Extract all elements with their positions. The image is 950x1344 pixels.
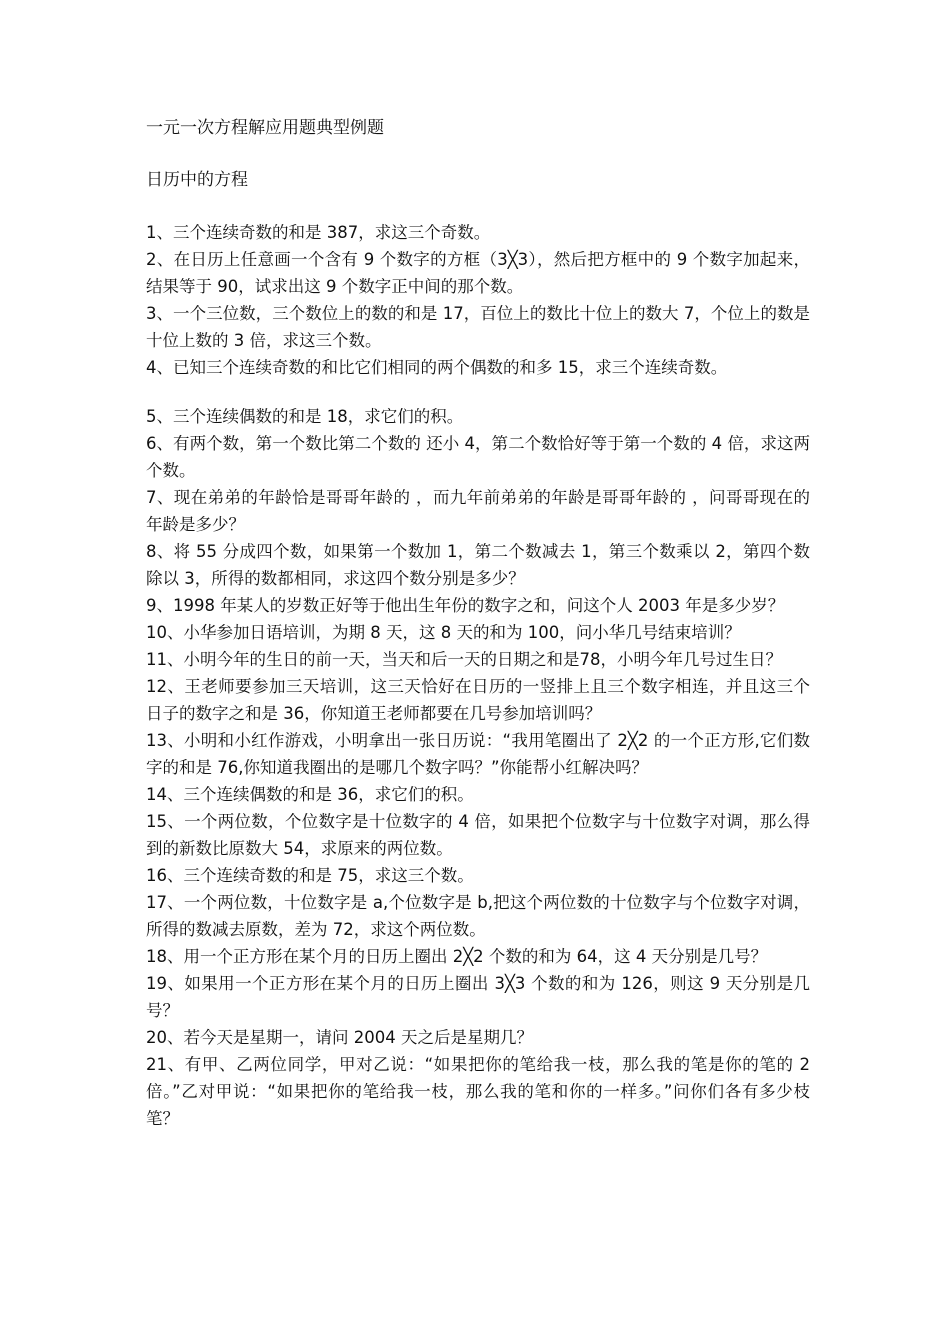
problem-item: 21、有甲、乙两位同学，甲对乙说：“如果把你的笔给我一枝，那么我的笔是你的笔的 2 倍。”乙对甲说：“如果把你的笔给我一枝，那么我的笔和你的一样多。”问你们各有多少枝笔？ xyxy=(146,1055,810,1128)
problem-item: 16、三个连续奇数的和是 75，求这三个数。 xyxy=(146,866,474,885)
problem-item: 10、小华参加日语培训，为期 8 天，这 8 天的和为 100，问小华几号结束培训？ xyxy=(146,623,741,642)
problem-item: 14、三个连续偶数的和是 36，求它们的积。 xyxy=(146,785,474,804)
problem-item: 3、一个三位数，三个数位上的数的和是 17，百位上的数比十位上的数大 7，个位上的数是十位上数的 3 倍，求这三个数。 xyxy=(146,304,810,350)
problem-item: 6、有两个数，第一个数比第二个数的 还小 4，第二个数恰好等于第一个数的 4 倍，求这两个数。 xyxy=(146,434,810,480)
problem-item: 17、一个两位数，十位数字是 a,个位数字是 b,把这个两位数的十位数字与个位数字对调，所得的数减去原数，差为 72，求这个两位数。 xyxy=(146,893,810,939)
problem-item: 4、已知三个连续奇数的和比它们相同的两个偶数的和多 15，求三个连续奇数。 xyxy=(146,358,728,377)
problem-list xyxy=(146,219,810,1132)
problem-item: 18、用一个正方形在某个月的日历上圈出 2╳2 个数的和为 64，这 4 天分别是几号？ xyxy=(146,947,768,966)
problem-item: 19、如果用一个正方形在某个月的日历上圈出 3╳3 个数的和为 126，则这 9 天分别是几号？ xyxy=(146,974,810,1020)
problem-item: 20、若今天是星期一，请问 2004 天之后是星期几？ xyxy=(146,1028,533,1047)
problem-item: 13、小明和小红作游戏，小明拿出一张日历说：“我用笔圈出了 2╳2 的一个正方形,它们数字的和是 76,你知道我圈出的是哪几个数字吗？”你能帮小红解决吗？ xyxy=(146,731,810,777)
problem-item: 11、小明今年的生日的前一天，当天和后一天的日期之和是78，小明今年几号过生日？ xyxy=(146,650,782,669)
problem-item: 9、1998 年某人的岁数正好等于他出生年份的数字之和，问这个人 2003 年是多少岁？ xyxy=(146,596,785,615)
problem-item: 12、王老师要参加三天培训，这三天恰好在日历的一竖排上且三个数字相连，并且这三个日子的数字之和是 36，你知道王老师都要在几号参加培训吗？ xyxy=(146,677,810,723)
problem-item: 7、现在弟弟的年龄恰是哥哥年龄的 ，而九年前弟弟的年龄是哥哥年龄的 ，问哥哥现在的年龄是多少？ xyxy=(146,488,810,534)
document-title: 一元一次方程解应用题典型例题 xyxy=(146,118,384,138)
problem-item: 15、一个两位数，个位数字是十位数字的 4 倍，如果把个位数字与十位数字对调，那么得到的新数比原数大 54，求原来的两位数。 xyxy=(146,812,810,858)
problem-item: 2、在日历上任意画一个含有 9 个数字的方框（3╳3），然后把方框中的 9 个数字加起来，结果等于 90，试求出这 9 个数字正中间的那个数。 xyxy=(146,250,810,296)
problem-item: 8、将 55 分成四个数，如果第一个数加 1，第二个数减去 1，第三个数乘以 2，第四个数除以 3，所得的数都相同，求这四个数分别是多少？ xyxy=(146,542,810,588)
problem-item: 5、三个连续偶数的和是 18，求它们的积。 xyxy=(146,407,464,426)
section-title: 日历中的方程 xyxy=(146,170,248,190)
problem-item: 1、三个连续奇数的和是 387，求这三个奇数。 xyxy=(146,223,491,242)
